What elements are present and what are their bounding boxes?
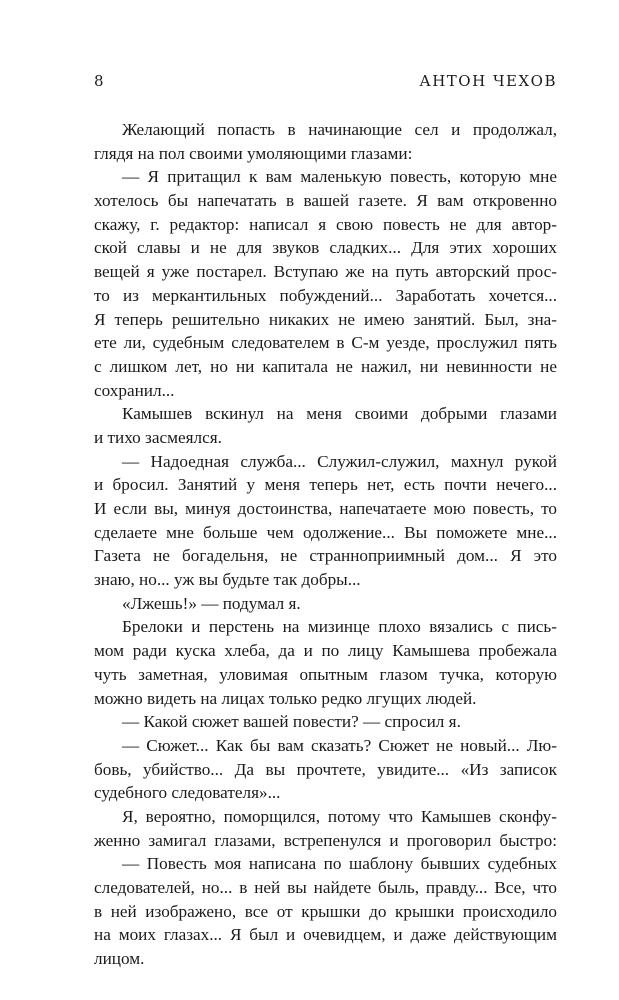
- text-line: сделаете мне больше чем одолжение... Вы поможете мне...: [94, 522, 557, 542]
- running-title: АНТОН ЧЕХОВ: [419, 72, 557, 90]
- text-line: Я теперь решительно никаких не имею занятий. Был, зна-: [94, 309, 557, 329]
- text-line: — Повесть моя написана по шаблону бывших судебных: [122, 854, 557, 874]
- text-line: и бросил. Занятий у меня теперь нет, есть почти нечего...: [94, 475, 557, 495]
- text-line: Газета не богадельня, не странноприимный дом... Я это: [94, 546, 557, 566]
- text-line: и тихо засмеялся.: [94, 427, 222, 447]
- page-number: 8: [94, 72, 104, 90]
- text-line: — Какой сюжет вашей повести? — спросил я.: [122, 712, 461, 732]
- text-line: — Надоедная служба... Служил-служил, махнул рукой: [122, 451, 557, 471]
- text-line: сохранил...: [94, 380, 175, 400]
- text-line: Желающий попасть в начинающие сел и продолжал,: [122, 120, 557, 139]
- text-line: чуть заметная, уловимая опытным глазом тучка, которую: [94, 664, 557, 684]
- text-line: следователей, но... в ней вы найдете быль, правду... Все, что: [94, 878, 557, 897]
- text-line: «Лжешь!» — подумал я.: [122, 593, 301, 613]
- page-header: [94, 72, 557, 94]
- text-line: лицом.: [94, 949, 145, 969]
- text-line: вещей я уже постарел. Вступаю же на путь авторский прос-: [94, 262, 557, 282]
- text-line: женно замигал глазами, встрепенулся и проговорил быстро:: [94, 830, 557, 850]
- text-line: мом ради куска хлеба, да и по лицу Камышева пробежала: [94, 641, 557, 661]
- text-line: в ней изображено, все от крышки до крышки происходило: [94, 901, 557, 921]
- text-line: знаю, но... уж вы будьте так добры...: [94, 570, 361, 590]
- text-line: глядя на пол своими умоляющими глазами:: [94, 143, 413, 163]
- text-line: Камышев вскинул на меня своими добрыми глазами: [122, 404, 557, 424]
- text-line: на моих глазах... Я был и очевидцем, и даже действующим: [94, 925, 557, 945]
- text-line: можно видеть на лицах только редко лгущих людей.: [94, 688, 477, 708]
- text-line: скажу, г. редактор: написал я свою повесть не для автор-: [94, 214, 557, 234]
- text-line: — Сюжет... Как бы вам сказать? Сюжет не новый... Лю-: [122, 735, 557, 755]
- text-line: ской славы и не для звуков сладких... Для этих хороших: [94, 238, 557, 258]
- body-text: [94, 118, 557, 971]
- text-line: Я, вероятно, поморщился, потому что Камышев сконфу-: [122, 806, 557, 826]
- text-line: И если вы, минуя достоинства, напечатаете мою повесть, то: [94, 499, 557, 518]
- text-line: Брелоки и перстень на мизинце плохо вязались с пись-: [122, 617, 557, 637]
- text-line: хотелось бы напечатать в вашей газете. Я вам откровенно: [94, 191, 557, 211]
- text-line: судебного следователя»...: [94, 783, 281, 803]
- text-line: то из меркантильных побуждений... Заработать хочется...: [94, 285, 557, 305]
- text-line: ете ли, судебным следователем в С-м уезде, прослужил пять: [94, 333, 557, 353]
- text-line: бовь, убийство... Да вы прочтете, увидите... «Из записок: [94, 759, 557, 779]
- text-line: с лишком лет, но ни капитала не нажил, ни невинности не: [94, 356, 557, 376]
- text-line: — Я притащил к вам маленькую повесть, которую мне: [122, 167, 557, 187]
